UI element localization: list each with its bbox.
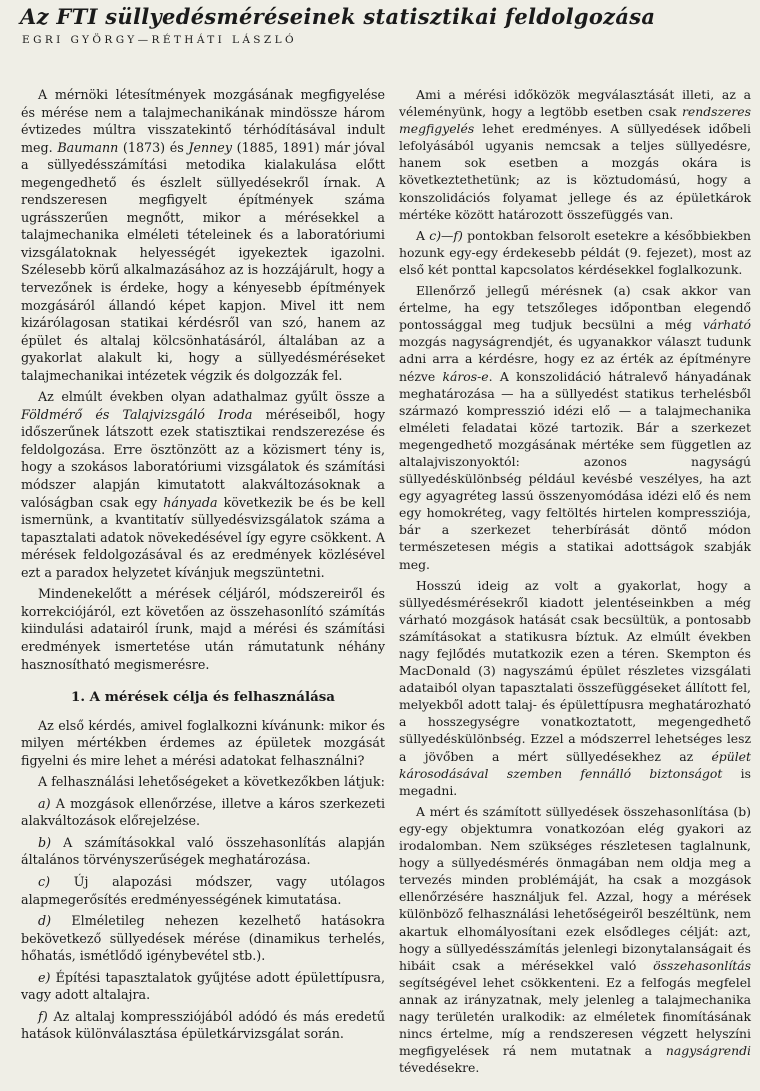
item-label: f): [38, 1008, 48, 1024]
list-item: a) A mozgások ellenőrzése, illetve a káros szerkezeti alakváltozások előrejelzése.: [21, 795, 385, 829]
paper-authors: EGRI GYÖRGY—RÉTHÁTI LÁSZLÓ: [22, 34, 297, 46]
section-heading: 1. A mérések célja és felhasználása: [71, 689, 335, 706]
emphasis: Földmérő és Talajvizsgáló Iroda: [21, 406, 253, 422]
item-label: d): [38, 913, 52, 929]
item-label: c): [38, 873, 51, 889]
list-item: d) Elméletileg nehezen kezelhető hatásokra bekövetkező süllyedések mérése (dinamikus terhelés, hőhatás, ismétlődő igénybevétel stb.).: [21, 913, 385, 964]
emphasis: Jenney: [188, 139, 232, 155]
paper-title: Az FTI süllyedésméréseinek statisztikai feldolgozása: [20, 4, 656, 29]
paragraph: Az elmúlt években olyan adathalmaz gyűlt össze a Földmérő és Talajvizsgáló Iroda méréseiből, hogy időszerűnek látszott ezek statisztikai rendszerezése és feldolgozása. Erre ösztönzött az a közismert tény is, hogy a szokásos laboratóriumi vizsgálatok és számítási módszer alapján kimutatott alakváltozásoknak a valóságban csak egy hányada következik be és be kell ismernünk, a kvantitatív süllyedésvizsgálatok száma a tapasztalati adatok növekedésével így egyre csökkent. A mérések feldolgozásával és az eredmények közlésével ezt a paradox helyzetet kívánjuk megszüntetni.: [21, 389, 385, 580]
emphasis: káros-e: [442, 368, 489, 384]
emphasis: Baumann: [57, 139, 119, 155]
paragraph: Mindenekelőtt a mérések céljáról, módszereiről és korrekciójáról, ezt követően az összehasonlító számítás kiindulási adatairól írunk, majd a mérési és számítási eredmények ismertetése után rámutatunk néhány hasznosítható megismerésre.: [21, 586, 385, 672]
emphasis: c)—f): [429, 227, 463, 243]
emphasis: várható: [702, 317, 751, 333]
item-label: b): [38, 834, 52, 850]
emphasis: összehasonlítás: [653, 957, 751, 973]
paragraph: A c)—f) pontokban felsorolt esetekre a későbbiekben hozunk egy-egy érdekesebb példát (9. fejezet), most az első két ponttal kapcsolatos kérdésekkel foglalkozunk.: [399, 227, 751, 277]
list-item: f) Az altalaj kompressziójából adódó és más eredetű hatások különválasztása épületkárvizsgálat során.: [21, 1008, 385, 1042]
paragraph: A mérnöki létesítmények mozgásának megfigyelése és mérése nem a talajmechanikának mindössze három évtizedes múltra visszatekintő térhódításával indult meg. Baumann (1873) és Jenney (1885, 1891) már jóval a süllyedésszámítási metodika kialakulása előtt megengedhető és észlelt süllyedésekről írnak. A rendszeresen megfigyelt építmények száma ugrásszerűen megnőtt, mikor a mérésekkel a talajmechanika elméleti tételeinek és a laboratóriumi vizsgálatoknak helyességét igyekeztek igazolni. Szélesebb körű alkalmazásához az is hozzájárult, hogy a tervezőnek is érdeke, hogy a kényesebb építmények mozgásáról állandó képet kapjon. Mivel itt nem kizárólagosan statikai kérdésről van szó, hanem az épület és altalaj kölcsönhatásáról, általában az a gyakorlat alakult ki, hogy a süllyedésméréseket talajmechanikai intézetek végzik és dolgozzák fel.: [21, 87, 385, 383]
emphasis: épület károsodásával szemben fennálló biztonságot: [399, 748, 751, 781]
emphasis: nagyságrendi: [665, 1043, 751, 1059]
list-item: c) Új alapozási módszer, vagy utólagos alapmegerősítés eredményességének kimutatása.: [21, 873, 385, 907]
paragraph: Az első kérdés, amivel foglalkozni kívánunk: mikor és milyen mértékben érdemes az épületek mozgását figyelni és mire lehet a mérési adatokat felhasználni?: [21, 717, 385, 768]
paragraph: Ami a mérési időközök megválasztását illeti, az a véleményünk, hogy a legtöbb esetben csak rendszeres megfigyelés lehet eredményes. A süllyedések időbeli lefolyásából ugyanis nemcsak a teljes süllyedésre, hanem sok esetben a mozgás okára is következtethetünk; az is köztudomású, hogy a konszolidációs folyamat jellege és az épületkárok mértéke között határozott összefüggés van.: [399, 87, 751, 222]
right-column: [399, 86, 751, 1080]
paragraph: A mért és számított süllyedések összehasonlítása (b) egy-egy objektumra vonatkozóan elég gyakori az irodalomban. Nem szükséges részletesen taglalnunk, hogy a süllyedésmérés önmagában nem oldja meg a tervezés minden problémáját, ha csak a mozgások ellenőrzésére használjuk fel. Azzal, hogy a mérések különböző felhasználási lehetőségeiről beszéltünk, nem akartuk elhomályosítani ezek elsődleges célját: azt, hogy a süllyedésszámítás jelenlegi bizonytalanságait és hibáit csak a mérésekkel való összehasonlítás segítségével lehet csökkenteni. Ez a felfogás megfelel annak az irányzatnak, mely jelenleg a talajmechanika nagy területén uralkodik: az elméletek finomításának nincs értelme, míg a rendszeresen végzett helyszíni megfigyelések rá nem mutatnak a nagyságrendi tévedésekre.: [399, 803, 751, 1076]
list-item: b) A számításokkal való összehasonlítás alapján általános törvényszerűségek meghatározása.: [21, 834, 385, 868]
emphasis: rendszeres megfigyelés: [399, 104, 751, 137]
paragraph: Hosszú ideig az volt a gyakorlat, hogy a süllyedésmérésekről kiadott jelentéseinkben a még várható mozgások hatását csak becsültük, a pontosabb számításokat a statikusra bíztuk. Az elmúlt években nagy fejlődés mutatkozik ezen a téren. Skempton és MacDonald (3) nagyszámú épület részletes vizsgálati adataiból olyan tapasztalati összefüggéseket állított fel, melyekből adott talaj- és épülettípusra meghatározható a hosszegységre vonatkoztatott, megengedhető süllyedéskülönbség. Ezzel a módszerrel lehetséges lesz a jövőben a mért süllyedésekhez az épület károsodásával szemben fennálló biztonságot is megadni.: [399, 577, 751, 798]
paragraph: Ellenőrző jellegű mérésnek (a) csak akkor van értelme, ha egy tetszőleges időpontban elegendő pontossággal meg tudjuk becsülni a még várható mozgás nagyságrendjét, és ugyanakkor választ tudunk adni arra a kérdésre, hogy ez az érték az építményre nézve káros-e. A konszolidáció hátralevő hányadának meghatározása — ha a süllyedést statikus terhelésből származó kompresszió idézi elő — a talajmechanika elméleti feladatai közé tartozik. Bár a szerkezet megengedhető mozgásának mértéke sem független az altalajviszonyoktól: azonos nagyságú süllyedéskülönbség például kevésbé veszélyes, ha azt egy agyagréteg lassú összenyomódása idézi elő és nem egy homokréteg, vagy feltöltés hirtelen kompressziója, bár a szerkezet teherbírását döntő módon természetesen mégis a statikai adottságok szabják meg.: [399, 283, 751, 572]
list-item: e) Építési tapasztalatok gyűjtése adott épülettípusra, vagy adott altalajra.: [21, 969, 385, 1003]
left-column: [21, 86, 385, 1047]
paragraph: A felhasználási lehetőségeket a következőkben látjuk:: [38, 774, 385, 790]
item-label: a): [38, 795, 51, 811]
emphasis: hányada: [163, 494, 218, 510]
item-label: e): [38, 969, 51, 985]
